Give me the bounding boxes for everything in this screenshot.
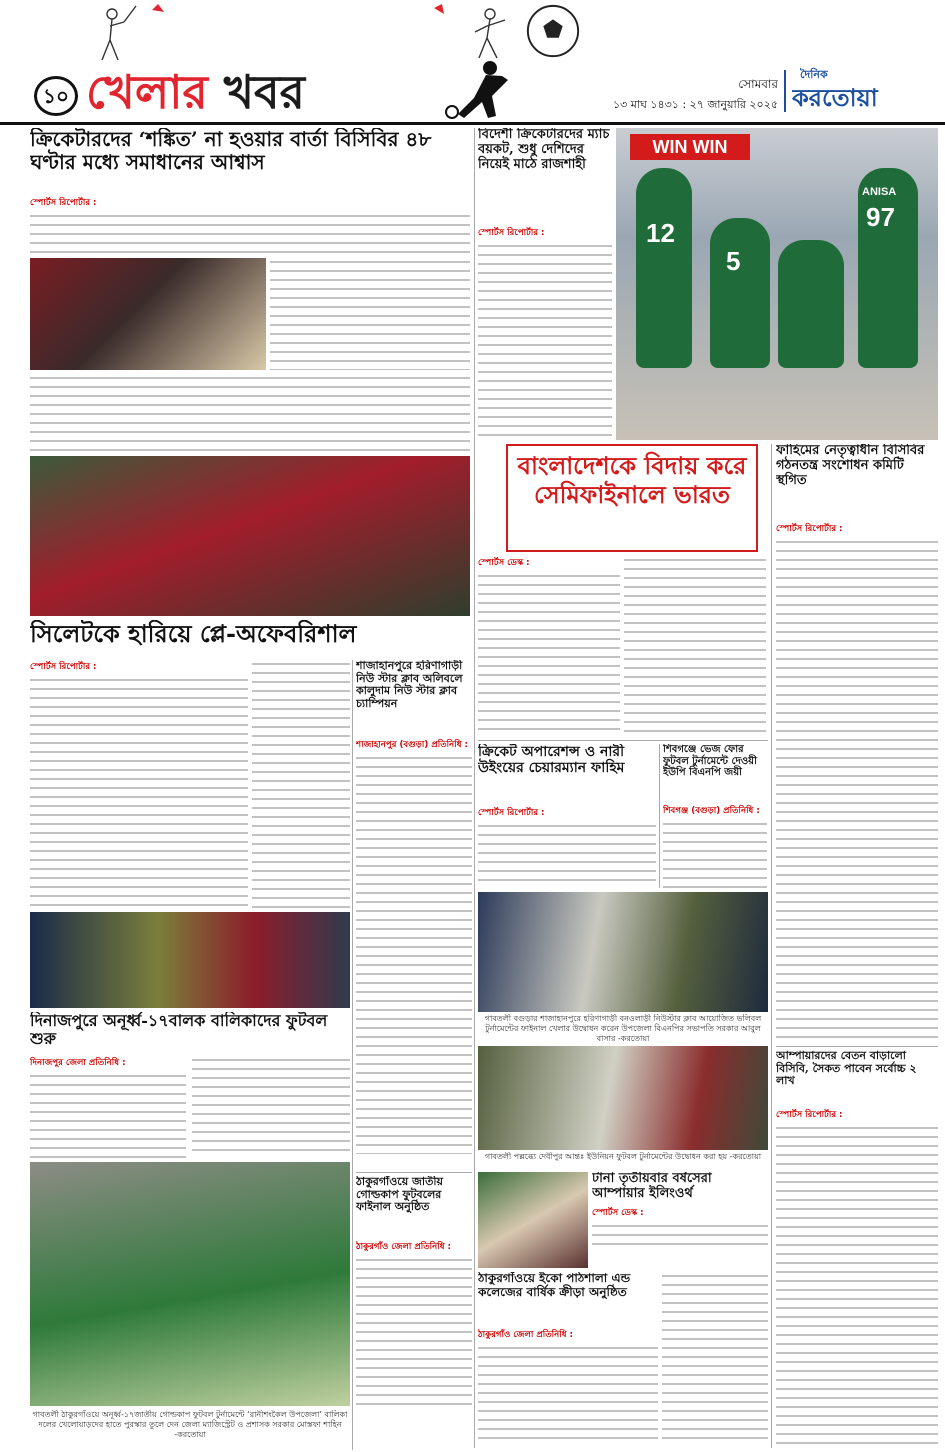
volleyball-final-photo (478, 892, 768, 1012)
thakurgaon1-body (356, 1240, 472, 1406)
ops-dateline: স্পোর্টস রিপোর্টার : (478, 808, 545, 818)
jersey-number-2: 5 (726, 246, 741, 276)
lead-headline: ক্রিকেটারদের ‘শঙ্কিত’ না হওয়ার বার্তা বিসিবির ৪৮ ঘণ্টার মধ্যে সমাধানের আশ্বাস (30, 128, 432, 174)
dinajpur-dateline: দিনাজপুর জেলা প্রতিনিধি : (30, 1058, 126, 1068)
fahim-text-lines (776, 538, 938, 1042)
rule-d1 (776, 1046, 938, 1047)
shajahanpur-headline-box (356, 660, 472, 736)
masthead (0, 0, 945, 122)
photo-caption-3 (30, 1410, 350, 1440)
women-text-lines (478, 572, 620, 736)
women-headline-box (506, 444, 758, 552)
ops-body (478, 806, 656, 888)
ops-headline-box (478, 744, 656, 804)
tanzid-body-cont (662, 1272, 768, 1444)
umpires-headline-box (776, 1050, 938, 1106)
women-headline: বাংলাদেশকে বিদায় করে সেমিফাইনালে ভারত (517, 451, 747, 509)
rule-c1 (478, 740, 768, 741)
football-tournament-photo (478, 1046, 768, 1150)
fahim-dateline: স্পোর্টস রিপোর্টার : (776, 524, 843, 534)
thakurgaon2-body (478, 1328, 658, 1444)
photo-caption-3-credit: -করতোয়া (174, 1430, 206, 1439)
column-rule-bc (474, 128, 475, 1448)
thakurgaon1-headline-box (356, 1176, 472, 1238)
fahim-headline: ফাহিমের নেতৃত্বাধীন বিসিবির গঠনতন্ত্র সংশোধন কমিটি স্থগিত (776, 444, 925, 488)
foreign-dateline: স্পোর্টস রিপোর্টার : (478, 228, 545, 238)
shajahanpur-body (356, 738, 472, 1168)
thakurgaon2-headline: ঠাকুরগাঁওয়ে ইকো পাঠশালা এন্ড কলেজের বার্ষিক ক্রীড়া অনুষ্ঠিত (478, 1272, 631, 1299)
dinajpur-text-lines (30, 1072, 186, 1158)
date-line: ১৩ মাঘ ১৪৩১ : ২৭ জানুয়ারি ২০২৫ (613, 98, 778, 111)
foreign-headline: বিদেশী ক্রিকেটারদের ম্যাচ বয়কট, শুধু দেশিদের নিয়েই মাঠে রাজশাহী (478, 128, 610, 172)
weekday: সোমবার (738, 77, 778, 91)
tanzid-headline: টানা তৃতীয়বার বর্ষসেরা আম্পায়ার ইলিংওর্থ (592, 1172, 712, 1201)
lead-dateline: স্পোর্টস রিপোর্টার : (30, 198, 97, 208)
photo-caption-1 (478, 1014, 768, 1042)
sylhet-dateline: স্পোর্টস রিপোর্টার : (30, 662, 97, 672)
shajahanpur-headline: শাজাহানপুরে হরিণাগাড়ী নিউ স্টার ক্লাব অলিবলে কালুদাম নিউ স্টার ক্লাব চ্যাম্পিয়ন (356, 660, 463, 710)
ops-headline: ক্রিকেট অপারেশন্স ও নারী উইংয়ের চেয়ারম্যান ফাহিম (478, 744, 625, 777)
rule-c2 (659, 744, 660, 888)
photo-caption-1-credit: -করতোয়া (617, 1034, 650, 1042)
women-dateline: স্পোর্টস ডেস্ক : (478, 558, 530, 568)
player-3 (778, 240, 844, 368)
umpires-text-lines (776, 1124, 938, 1444)
shajahanpur-text-lines (356, 754, 472, 1154)
lead-text-lines (30, 212, 470, 256)
photo-caption-1-box (478, 1014, 768, 1042)
cricket-players-illustration (90, 2, 530, 64)
photo-caption-1-text: গাবতলী বগুড়ার শাজাহানপুরে হরিণাগাড়ী বনওলাড়ী নিউস্টার ক্লাব আয়োজিত ভলিবল টুর্নামেন্টের ফাইনাল খেলার উদ্বোধন করেন উপজেলা বিএনপির সভাপতি সরকার আবুল বাসার (484, 1014, 762, 1042)
fahim-body (776, 522, 938, 1042)
dinajpur-headline-box (30, 1012, 350, 1052)
player-4 (858, 168, 918, 368)
umpires-body (776, 1108, 938, 1444)
lead-text-bottom (30, 374, 470, 452)
tanzid-text-lines (592, 1222, 768, 1250)
dinajpur-opening-photo (30, 912, 350, 1008)
women-cricket-photo (616, 128, 938, 440)
section-title (86, 58, 426, 118)
column-rule-ab (352, 660, 353, 1450)
foreign-body (478, 226, 612, 440)
press-conference-photo (30, 258, 266, 370)
lead-text-col2 (270, 258, 470, 370)
shibganj-headline-box (663, 744, 767, 802)
barishal-batters-photo (30, 456, 470, 616)
sylhet-body-col1 (30, 660, 248, 908)
rule-b1 (356, 1172, 472, 1173)
dinajpur-body-col2 (192, 1056, 350, 1158)
sylhet-headline: সিলেটকে হারিয়ে প্লে-অফেবরিশাল (30, 620, 357, 648)
section-title-part2: খবর (223, 65, 305, 118)
sylhet-headline-box (30, 620, 470, 656)
masthead-divider (784, 70, 786, 112)
photo-caption-2-credit: -করতোয়া (729, 1152, 762, 1161)
photo-caption-3-box (30, 1410, 350, 1446)
umpires-dateline: স্পোর্টস রিপোর্টার : (776, 1110, 843, 1120)
photo-caption-2 (478, 1152, 768, 1162)
lead-headline-box (30, 128, 470, 192)
sylhet-body-col2 (252, 660, 350, 908)
soccer-ball-icon (524, 2, 582, 60)
thakurgaon-award-photo (30, 1162, 350, 1406)
umpires-headline: আম্পায়ারদের বেতন বাড়ালো বিসিবি, সৈকত পাবেন সর্বোচ্চ ২ লাখ (776, 1050, 917, 1088)
women-body-col1 (478, 556, 620, 736)
jersey-number-3: 97 (866, 202, 895, 232)
tanzid-box (592, 1172, 768, 1268)
shibganj-headline: শিবগঞ্জে ভেজ ফোর ফুটবল টুর্নামেন্টে দেওয়ী ইউপি বিএনপি জয়ী (663, 744, 757, 778)
foreign-headline-box (478, 128, 612, 224)
thakurgaon2-headline-box (478, 1272, 658, 1326)
women-body-col2 (624, 556, 766, 736)
shibganj-body (663, 804, 767, 888)
ops-text-lines (478, 822, 656, 888)
thakurgaon1-dateline: ঠাকুরগাঁও জেলা প্রতিনিধি : (356, 1242, 451, 1252)
paper-name: করতোয়া (792, 83, 878, 112)
shibganj-text-lines (663, 820, 767, 888)
photo-caption-3-text: গাবতলী ঠাকুরগাঁওয়ে অনূর্ধ্ব-১৭জাতীয় গোল্ডকাপ ফুটবল টুর্নামেন্টে ‘রানীশংকৈল উপজেলা’ বালিকা দলের খেলোয়াড়দের হাতে পুরস্কার তুলে দেন জেলা ম্যাজিস্ট্রেট ও প্রশাসক সরকার মোস্তফা শাহিন (32, 1410, 348, 1429)
lead-body-top (30, 196, 470, 256)
section-title-part1: খেলার (86, 65, 208, 118)
paper-small-label: দৈনিক (800, 68, 828, 81)
player-1 (636, 168, 692, 368)
eco-school-photo (478, 1172, 588, 1268)
masthead-rule (0, 122, 945, 125)
photo-caption-2-box (478, 1152, 768, 1168)
thakurgaon1-headline: ঠাকুরগাঁওয়ে জাতীয় গোল্ডকাপ ফুটবলের ফাইনাল অনুষ্ঠিত (356, 1176, 443, 1214)
fahim-headline-box (776, 444, 938, 520)
column-rule-cd (771, 444, 772, 1448)
photo-caption-2-text: গাবতলী পল্লব্ধ্যে দেবীপুর আন্তঃ ইউনিয়ন ফুটবল টুর্নামেন্টের উদ্বোধন করা হয় (484, 1152, 728, 1161)
jersey-name: ANISA (862, 186, 897, 198)
footballer-silhouette-icon (430, 58, 530, 120)
shibganj-dateline: শিবগঞ্জ (বগুড়া) প্রতিনিধি : (663, 806, 760, 816)
foreign-text-lines (478, 242, 612, 440)
jersey-number-1: 12 (646, 218, 675, 248)
dinajpur-headline: দিনাজপুরে অনূর্ধ্ব-১৭বালক বালিকাদের ফুটবল শুরু (30, 1012, 328, 1049)
stadium-banner: WIN WIN (630, 134, 750, 160)
player-2 (710, 218, 770, 368)
tanzid-dateline: স্পোর্টস ডেস্ক : (592, 1207, 644, 1218)
sylhet-text-lines (30, 676, 248, 908)
shajahanpur-dateline: শাজাহানপুর (বগুড়া) প্রতিনিধি : (356, 740, 468, 750)
thakurgaon1-text-lines (356, 1256, 472, 1406)
thakurgaon2-dateline: ঠাকুরগাঁও জেলা প্রতিনিধি : (478, 1330, 573, 1340)
thakurgaon2-text-lines (478, 1344, 658, 1444)
page-number: ১০ (34, 76, 78, 116)
dinajpur-body-col1 (30, 1056, 186, 1158)
